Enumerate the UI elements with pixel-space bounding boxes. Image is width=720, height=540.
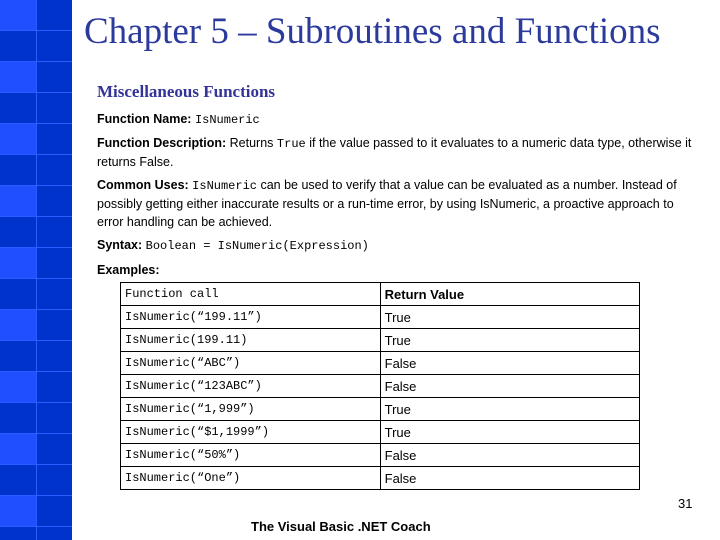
table-row: [121, 329, 640, 352]
table-cell: True: [380, 329, 639, 352]
footer-text: The Visual Basic .NET Coach: [251, 519, 431, 534]
syntax-code: Boolean = IsNumeric(Expression): [145, 239, 369, 253]
bar-tile: [0, 310, 36, 340]
table-cell: IsNumeric(“ABC”): [121, 352, 381, 375]
table-cell: IsNumeric(“$1,1999”): [121, 421, 381, 444]
bar-tile: [0, 434, 36, 464]
description-text-after: if the value passed to it evaluates to a numeric data type, otherwise it returns False.: [97, 136, 692, 169]
bar-tile: [0, 186, 36, 216]
common-uses-code: IsNumeric: [192, 179, 257, 193]
examples-heading: [97, 261, 697, 279]
table-cell: False: [380, 467, 639, 490]
table-row: [121, 306, 640, 329]
side-decoration-bar: [0, 0, 72, 540]
table-row: [121, 467, 640, 490]
description-text-before: Returns: [229, 136, 274, 150]
page-number: 31: [678, 496, 693, 511]
function-description: [97, 134, 697, 171]
table-cell: IsNumeric(“123ABC”): [121, 375, 381, 398]
table-cell: IsNumeric(199.11): [121, 329, 381, 352]
table-row: [121, 398, 640, 421]
common-uses: [97, 176, 697, 231]
table-cell: False: [380, 352, 639, 375]
table-row: [121, 444, 640, 467]
table-cell: False: [380, 375, 639, 398]
bar-tile: [0, 124, 36, 154]
bar-tile: [0, 372, 36, 402]
bar-tile: [0, 248, 36, 278]
function-name-line: [97, 110, 697, 129]
table-cell: True: [380, 306, 639, 329]
table-cell: IsNumeric(“1,999”): [121, 398, 381, 421]
table-row: [121, 375, 640, 398]
table-cell: IsNumeric(“199.11”): [121, 306, 381, 329]
syntax-line: [97, 236, 697, 255]
table-header-cell: Function call: [121, 283, 381, 306]
examples-table: [120, 282, 640, 490]
function-name-value: IsNumeric: [194, 113, 260, 127]
slide-title: Chapter 5 – Subroutines and Functions: [84, 11, 661, 52]
table-cell: False: [380, 444, 639, 467]
table-row: [121, 352, 640, 375]
description-code: True: [276, 137, 306, 151]
syntax-label: Syntax:: [97, 238, 143, 252]
table-cell: True: [380, 421, 639, 444]
table-cell: IsNumeric(“One”): [121, 467, 381, 490]
function-name-label: Function Name:: [97, 112, 192, 126]
bar-tile: [0, 496, 36, 526]
examples-label: Examples:: [97, 263, 160, 277]
function-description-label: Function Description:: [97, 136, 227, 150]
table-cell: IsNumeric(“50%”): [121, 444, 381, 467]
table-cell: True: [380, 398, 639, 421]
bar-tile: [0, 62, 36, 92]
section-subtitle: Miscellaneous Functions: [97, 82, 276, 101]
table-row: [121, 421, 640, 444]
common-uses-text: can be used to verify that a value can be evaluated as a number. Instead of possibly getting either inaccurate results or a run-time error, by using IsNumeric, a proactive approach to error handling can be achieved.: [97, 178, 677, 229]
table-header-cell: Return Value: [380, 283, 639, 306]
common-uses-label: Common Uses:: [97, 178, 189, 192]
bar-tile: [0, 0, 36, 30]
table-header-row: [121, 283, 640, 306]
